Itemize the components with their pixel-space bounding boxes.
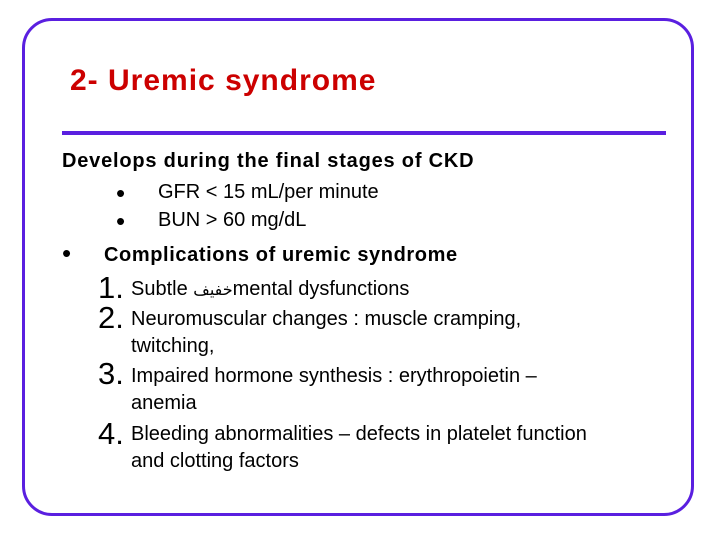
item-number: 4. — [98, 416, 124, 451]
sub-bullet-gfr: GFR < 15 mL/per minute — [158, 181, 379, 203]
item-1-suffix: mental dysfunctions — [232, 278, 410, 300]
item-3-line2: anemia — [131, 392, 197, 414]
item-number: 3. — [98, 356, 124, 391]
item-3-line1: Impaired hormone synthesis : erythropoietin – — [131, 365, 537, 387]
item-2-line2: twitching, — [131, 335, 215, 357]
slide-title: 2- Uremic syndrome — [70, 64, 377, 97]
item-1-prefix: Subtle — [131, 278, 194, 300]
bullet-glyph: • — [62, 238, 72, 268]
sub-bullet-bun: BUN > 60 mg/dL — [158, 209, 307, 231]
item-number: 2. — [98, 300, 124, 335]
item-4-line1: Bleeding abnormalities – defects in platelet function — [131, 423, 587, 445]
item-1-arabic: خفيف — [193, 280, 233, 299]
item-2-line1: Neuromuscular changes : muscle cramping, — [131, 308, 522, 330]
item-4-line2: and clotting factors — [131, 450, 299, 472]
complications-heading: Complications of uremic syndrome — [104, 244, 458, 266]
bullet-glyph: • — [116, 206, 126, 236]
title-underline — [62, 131, 666, 135]
lead-text: Develops during the final stages of CKD — [62, 150, 475, 172]
bullet-glyph: • — [116, 178, 126, 208]
item-number: 1. — [98, 270, 124, 305]
item-1-text — [131, 278, 409, 301]
